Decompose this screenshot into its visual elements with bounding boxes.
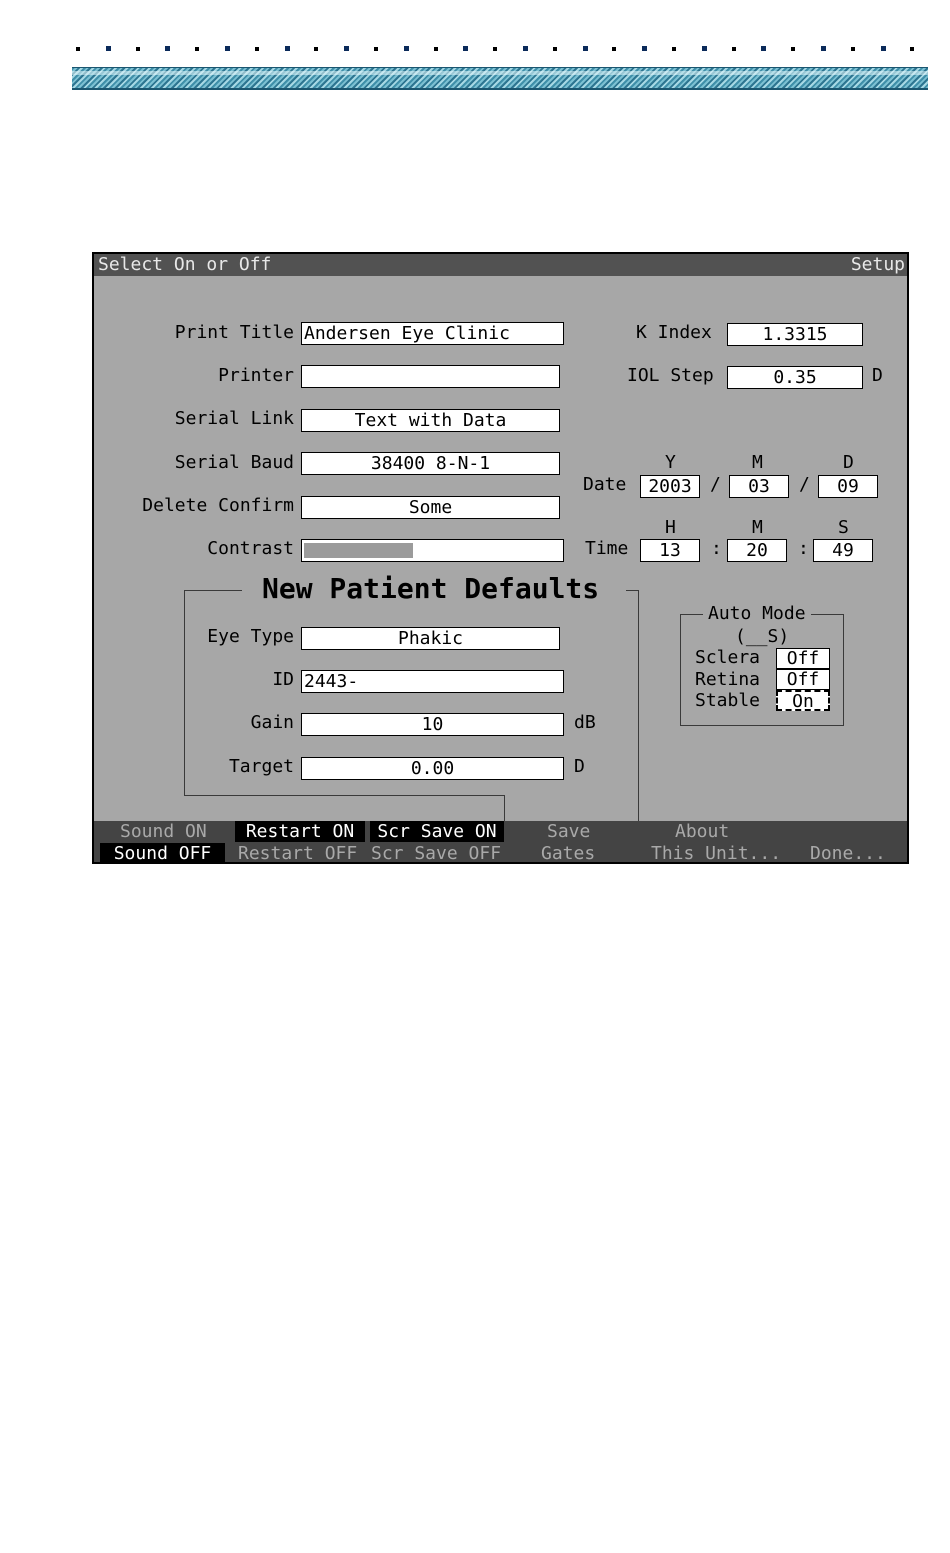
auto-mode-subtitle: (__S) [735, 626, 790, 647]
date-month-field[interactable]: 03 [729, 475, 789, 498]
serial-baud-field[interactable]: 38400 8-N-1 [301, 452, 560, 475]
date-year-field[interactable]: 2003 [640, 475, 700, 498]
header-dot [195, 47, 199, 51]
iol-step-unit: D [872, 365, 883, 386]
printer-label: Printer [218, 365, 294, 386]
gain-unit: dB [574, 712, 596, 733]
time-minute-field[interactable]: 20 [727, 539, 787, 562]
time-second-field[interactable]: 49 [813, 539, 873, 562]
defaults-frame-right [638, 590, 639, 822]
id-field[interactable]: 2443- [301, 670, 564, 693]
id-label: ID [272, 669, 294, 690]
target-label: Target [228, 756, 294, 777]
gain-field[interactable]: 10 [301, 713, 564, 736]
header-dot [76, 47, 80, 51]
header-dot [314, 47, 318, 51]
header-dot [910, 47, 914, 51]
defaults-frame-step [504, 795, 505, 822]
restart-on-option[interactable]: Restart ON [235, 821, 365, 842]
stable-label: Stable [695, 690, 761, 711]
restart-off-option[interactable]: Restart OFF [238, 843, 358, 864]
header-dot [523, 46, 528, 51]
header-dot [106, 46, 111, 51]
serial-link-label: Serial Link [174, 408, 294, 429]
date-label: Date [583, 474, 627, 495]
title-bar [94, 254, 907, 276]
time-hour-header: H [665, 517, 676, 538]
serial-baud-label: Serial Baud [174, 452, 294, 473]
scr-save-off-option[interactable]: Scr Save OFF [371, 843, 502, 864]
header-dot [642, 46, 647, 51]
time-hour-field[interactable]: 13 [640, 539, 700, 562]
header-dot [404, 46, 409, 51]
delete-confirm-label: Delete Confirm [142, 495, 294, 516]
contrast-level-fill [304, 543, 413, 558]
date-year-header: Y [665, 452, 676, 473]
target-unit: D [574, 756, 585, 777]
target-field[interactable]: 0.00 [301, 757, 564, 780]
gain-label: Gain [250, 712, 294, 733]
softkey-bar [94, 821, 907, 862]
save-gates-button-line2[interactable]: Gates [541, 843, 596, 864]
time-minute-header: M [752, 517, 763, 538]
print-title-label: Print Title [174, 322, 294, 343]
header-dot [553, 47, 557, 51]
header-dot [463, 46, 468, 51]
about-button-line2[interactable]: This Unit... [651, 843, 782, 864]
date-sep-1: / [710, 474, 721, 495]
header-dot [851, 47, 855, 51]
delete-confirm-field[interactable]: Some [301, 496, 560, 519]
header-dot [165, 46, 170, 51]
header-dot [612, 47, 616, 51]
header-dot [702, 46, 707, 51]
time-second-header: S [838, 517, 849, 538]
header-dot [791, 47, 795, 51]
sound-off-option[interactable]: Sound OFF [100, 843, 225, 864]
iol-step-label: IOL Step [627, 365, 714, 386]
header-dot [136, 47, 140, 51]
header-dot [761, 46, 766, 51]
header-dot-rule [72, 44, 928, 58]
k-index-field[interactable]: 1.3315 [727, 323, 863, 346]
defaults-frame-bottom [184, 795, 504, 796]
retina-label: Retina [695, 669, 761, 690]
header-dot [672, 47, 676, 51]
iol-step-field[interactable]: 0.35 [727, 366, 863, 389]
contrast-slider[interactable] [301, 539, 564, 562]
about-button-line1[interactable]: About [675, 821, 730, 842]
header-dot [434, 47, 438, 51]
header-dot [583, 46, 588, 51]
sclera-label: Sclera [695, 647, 761, 668]
time-sep-2: : [798, 538, 809, 559]
print-title-field[interactable]: Andersen Eye Clinic [301, 322, 564, 345]
scr-save-on-option[interactable]: Scr Save ON [370, 821, 504, 842]
eye-type-label: Eye Type [207, 626, 294, 647]
done-button[interactable]: Done... [810, 843, 886, 864]
header-dot [255, 47, 259, 51]
serial-link-field[interactable]: Text with Data [301, 409, 560, 432]
contrast-label: Contrast [207, 538, 294, 559]
setup-screen [92, 252, 909, 864]
defaults-group-title: New Patient Defaults [254, 572, 607, 606]
date-sep-2: / [799, 474, 810, 495]
date-day-header: D [843, 452, 854, 473]
date-day-field[interactable]: 09 [818, 475, 878, 498]
retina-toggle[interactable]: Off [776, 669, 830, 690]
k-index-label: K Index [636, 322, 712, 343]
header-dot [374, 47, 378, 51]
auto-mode-title: Auto Mode [703, 604, 811, 624]
sclera-toggle[interactable]: Off [776, 648, 830, 669]
printer-field[interactable] [301, 365, 560, 388]
title-mode: Setup [850, 254, 905, 275]
time-label: Time [585, 538, 629, 559]
header-dot [732, 47, 736, 51]
header-banner-highlight [72, 71, 928, 75]
header-dot [225, 46, 230, 51]
save-gates-button-line1[interactable]: Save [547, 821, 591, 842]
header-dot [821, 46, 826, 51]
header-dot [493, 47, 497, 51]
sound-on-option[interactable]: Sound ON [120, 821, 207, 842]
time-sep-1: : [711, 538, 722, 559]
header-dot [881, 46, 886, 51]
stable-toggle[interactable]: On [776, 690, 830, 711]
title-prompt: Select On or Off [98, 254, 272, 275]
header-dot [285, 46, 290, 51]
header-dot [344, 46, 349, 51]
date-month-header: M [752, 452, 763, 473]
eye-type-field[interactable]: Phakic [301, 627, 560, 650]
defaults-frame-top-left [184, 590, 242, 591]
